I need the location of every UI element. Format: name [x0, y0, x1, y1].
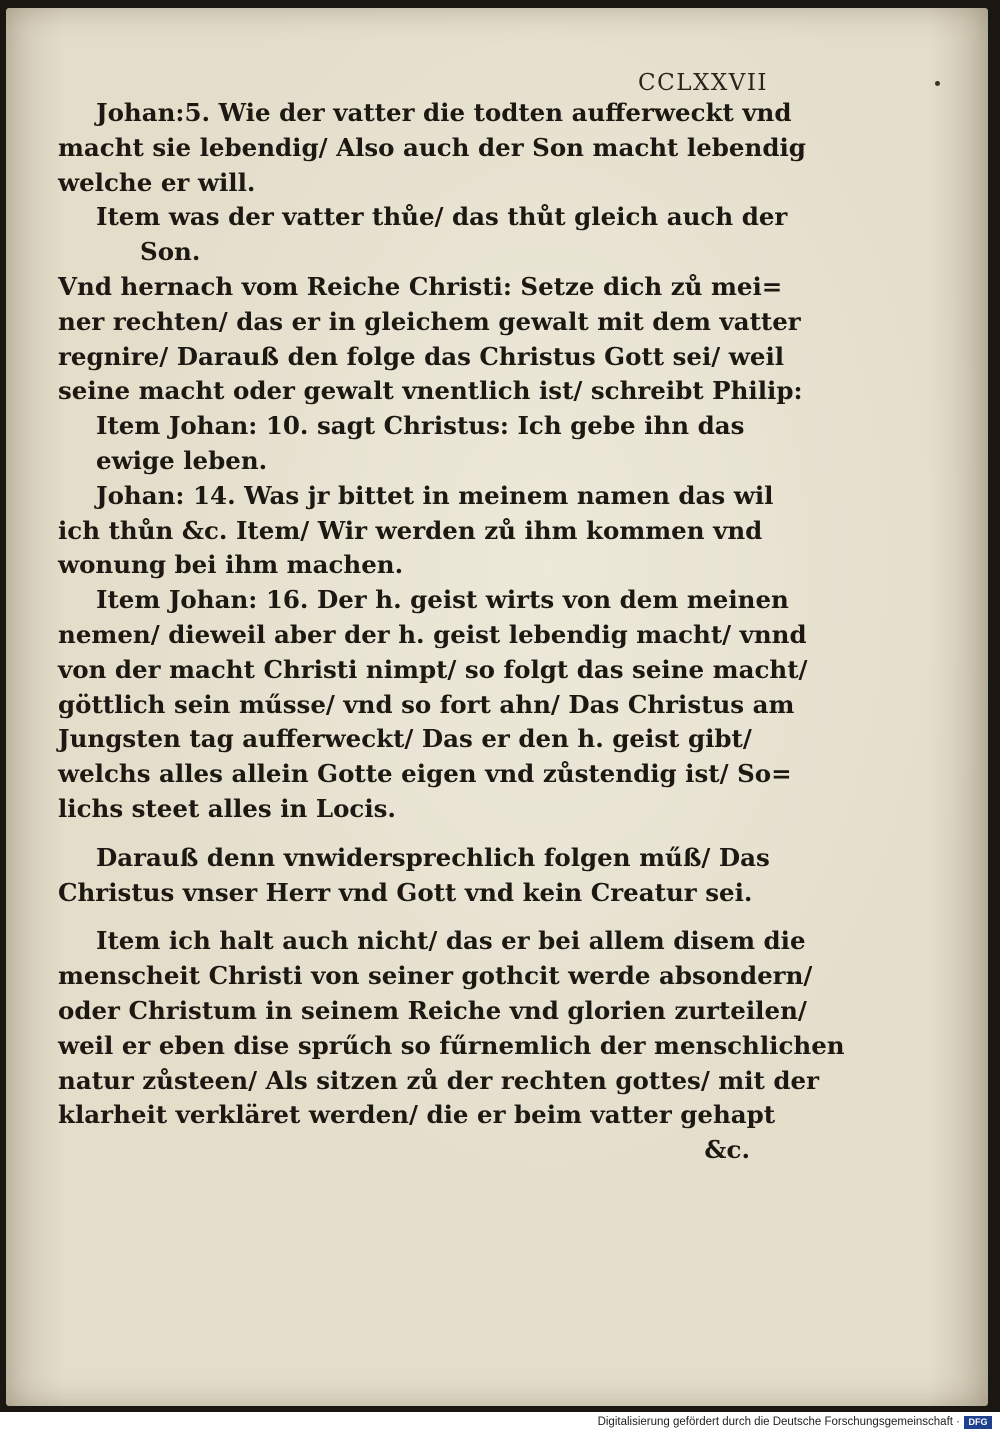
folio-number: CCLXXVII	[638, 70, 768, 96]
text-line: Item was der vatter thůe/ das thůt gleich auch der	[96, 202, 788, 232]
text-line: klarheit verkläret werden/ die er beim vatter gehapt	[58, 1100, 776, 1130]
text-line: Item Johan: 10. sagt Christus: Ich gebe ihn das	[96, 411, 745, 441]
text-line: Johan:5. Wie der vatter die todten aufferweckt vnd	[96, 98, 792, 127]
text-line: wonung bei ihm machen.	[58, 550, 404, 580]
text-line: ich thůn &c. Item/ Wir werden zů ihm kommen vnd	[58, 515, 763, 545]
text-line: seine macht oder gewalt vnentlich ist/ schreibt Philip:	[58, 376, 803, 406]
text-line: regnire/ Darauß den folge das Christus Gott sei/ weil	[58, 341, 785, 371]
text-line: ewige leben.	[96, 445, 268, 475]
text-line: von der macht Christi nimpt/ so folgt das seine macht/	[58, 654, 808, 684]
page-text	[58, 96, 845, 1168]
text-line: menscheit Christi von seiner gothcit werde absondern/	[58, 961, 813, 991]
text-line: natur zůsteen/ Als sitzen zů der rechten gottes/ mit der	[58, 1065, 820, 1095]
ink-dot	[935, 81, 940, 86]
text-line: lichs steet alles in Locis.	[58, 793, 396, 823]
text-line: Item ich halt auch nicht/ das er bei allem disem die	[96, 926, 806, 956]
text-line: Son.	[140, 237, 201, 267]
dfg-logo: DFG	[964, 1416, 992, 1429]
funding-notice: Digitalisierung gefördert durch die Deutsche Forschungsgemeinschaft ·	[597, 1416, 960, 1428]
text-line: Jungsten tag aufferweckt/ Das er den h. geist gibt/	[58, 724, 752, 754]
text-line: weil er eben dise sprűch so fűrnemlich der menschlichen	[58, 1030, 845, 1060]
text-line: nemen/ dieweil aber der h. geist lebendig macht/ vnnd	[58, 619, 807, 649]
text-line: Johan: 14. Was jr bittet in meinem namen das wil	[96, 480, 774, 510]
text-line: Item Johan: 16. Der h. geist wirts von dem meinen	[96, 585, 789, 615]
text-line: göttlich sein műsse/ vnd so fort ahn/ Das Christus am	[58, 689, 795, 719]
text-line: &c.	[704, 1135, 750, 1165]
scanned-page	[6, 8, 988, 1406]
text-line: oder Christum in seinem Reiche vnd glorien zurteilen/	[58, 995, 807, 1025]
text-line: Christus vnser Herr vnd Gott vnd kein Creatur sei.	[58, 877, 753, 907]
text-line: welchs alles allein Gotte eigen vnd zůstendig ist/ So=	[58, 759, 792, 789]
text-line: welche er will.	[58, 167, 256, 197]
text-line: ner rechten/ das er in gleichem gewalt mit dem vatter	[58, 306, 801, 336]
footer-bar	[0, 1412, 1000, 1440]
text-line: Darauß denn vnwidersprechlich folgen műß/ Das	[96, 842, 770, 872]
text-line: macht sie lebendig/ Also auch der Son macht lebendig	[58, 132, 806, 162]
text-line: Vnd hernach vom Reiche Christi: Setze dich zů mei=	[58, 271, 783, 301]
